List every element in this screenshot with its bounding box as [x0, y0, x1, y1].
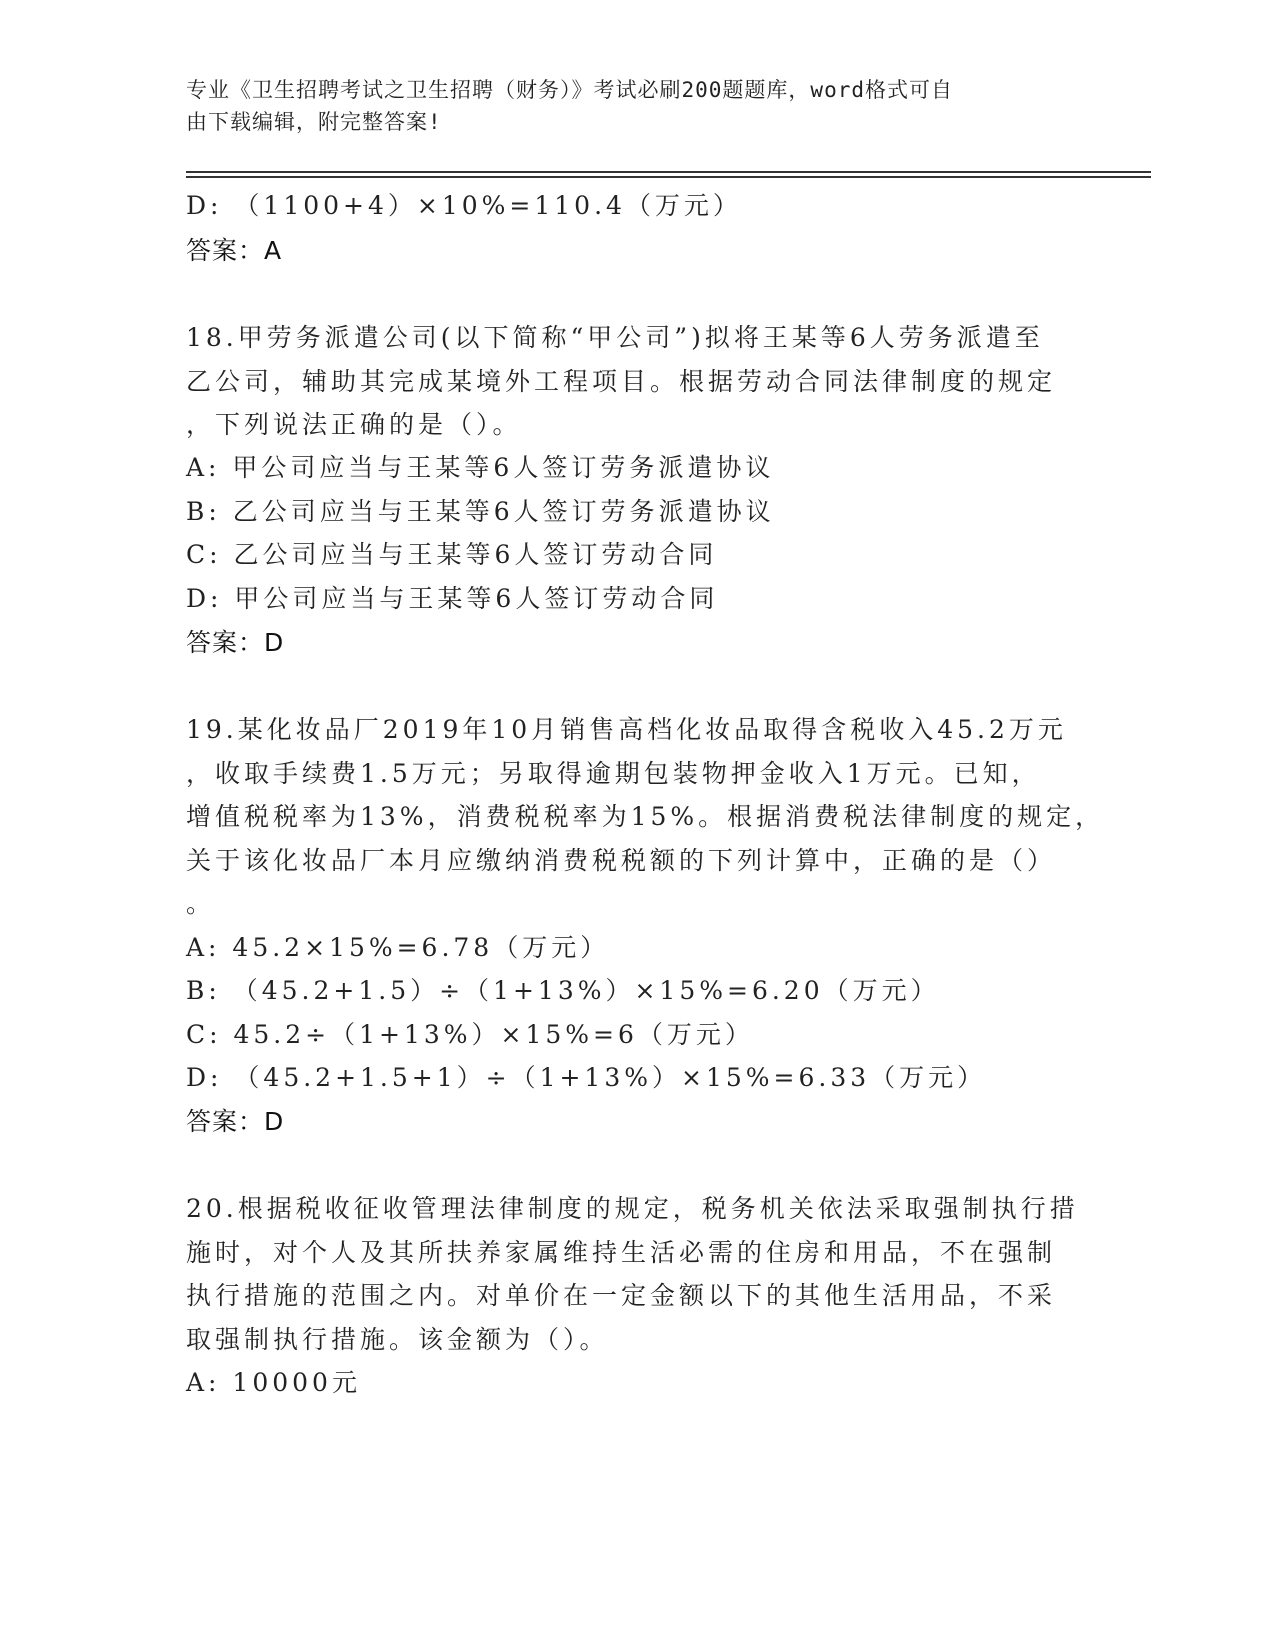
q20-stem-line: 执行措施的范围之内。对单价在一定金额以下的其他生活用品，不采	[186, 1281, 1057, 1310]
q19-stem-line: 。	[186, 889, 216, 918]
q18-option-b: B: 乙公司应当与王某等6人签订劳务派遣协议	[186, 497, 775, 526]
q20-stem-line: 取强制执行措施。该金额为（）。	[186, 1325, 609, 1354]
header-rule-bottom	[186, 176, 1151, 178]
q18-stem-line: ，下列说法正确的是（）。	[186, 410, 522, 439]
q19-option-a: A: 45.2×15%=6.78（万元）	[186, 933, 610, 962]
q20-option-a: A: 10000元	[186, 1368, 361, 1397]
header-text-line-1: 专业《卫生招聘考试之卫生招聘（财务）》考试必刷200题题库，word格式可自	[186, 78, 953, 102]
q19-option-d: D: （45.2+1.5+1）÷（1+13%）×15%=6.33（万元）	[186, 1063, 987, 1092]
q18-stem-line: 18.甲劳务派遣公司(以下简称“甲公司”)拟将王某等6人劳务派遣至	[186, 323, 1044, 352]
q19-answer: 答案：D	[186, 1107, 285, 1136]
q18-stem-line: 乙公司，辅助其完成某境外工程项目。根据劳动合同法律制度的规定	[186, 367, 1057, 396]
q19-stem-line: ，收取手续费1.5万元；另取得逾期包装物押金收入1万元。已知，	[186, 759, 1041, 788]
header-text-line-2: 由下载编辑，附完整答案!	[186, 110, 442, 134]
header-rule-top	[186, 171, 1151, 173]
prev-option-d: D: （1100+4）×10%=110.4（万元）	[186, 191, 742, 220]
q18-option-a: A: 甲公司应当与王某等6人签订劳务派遣协议	[186, 453, 775, 482]
q18-option-d: D: 甲公司应当与王某等6人签订劳动合同	[186, 584, 719, 613]
q18-answer: 答案：D	[186, 628, 285, 657]
q20-stem-line: 20.根据税收征收管理法律制度的规定，税务机关依法采取强制执行措	[186, 1194, 1079, 1223]
q19-option-c: C: 45.2÷（1+13%）×15%=6（万元）	[186, 1020, 754, 1049]
q19-stem-line: 增值税税率为13%，消费税税率为15%。根据消费税法律制度的规定，	[186, 802, 1105, 831]
prev-answer: 答案：A	[186, 236, 283, 265]
q19-stem-line: 19.某化妆品厂2019年10月销售高档化妆品取得含税收入45.2万元	[186, 715, 1067, 744]
q18-option-c: C: 乙公司应当与王某等6人签订劳动合同	[186, 540, 718, 569]
q20-stem-line: 施时，对个人及其所扶养家属维持生活必需的住房和用品，不在强制	[186, 1238, 1057, 1267]
q19-option-b: B: （45.2+1.5）÷（1+13%）×15%=6.20（万元）	[186, 976, 940, 1005]
q19-stem-line: 关于该化妆品厂本月应缴纳消费税税额的下列计算中，正确的是（）	[186, 846, 1057, 875]
